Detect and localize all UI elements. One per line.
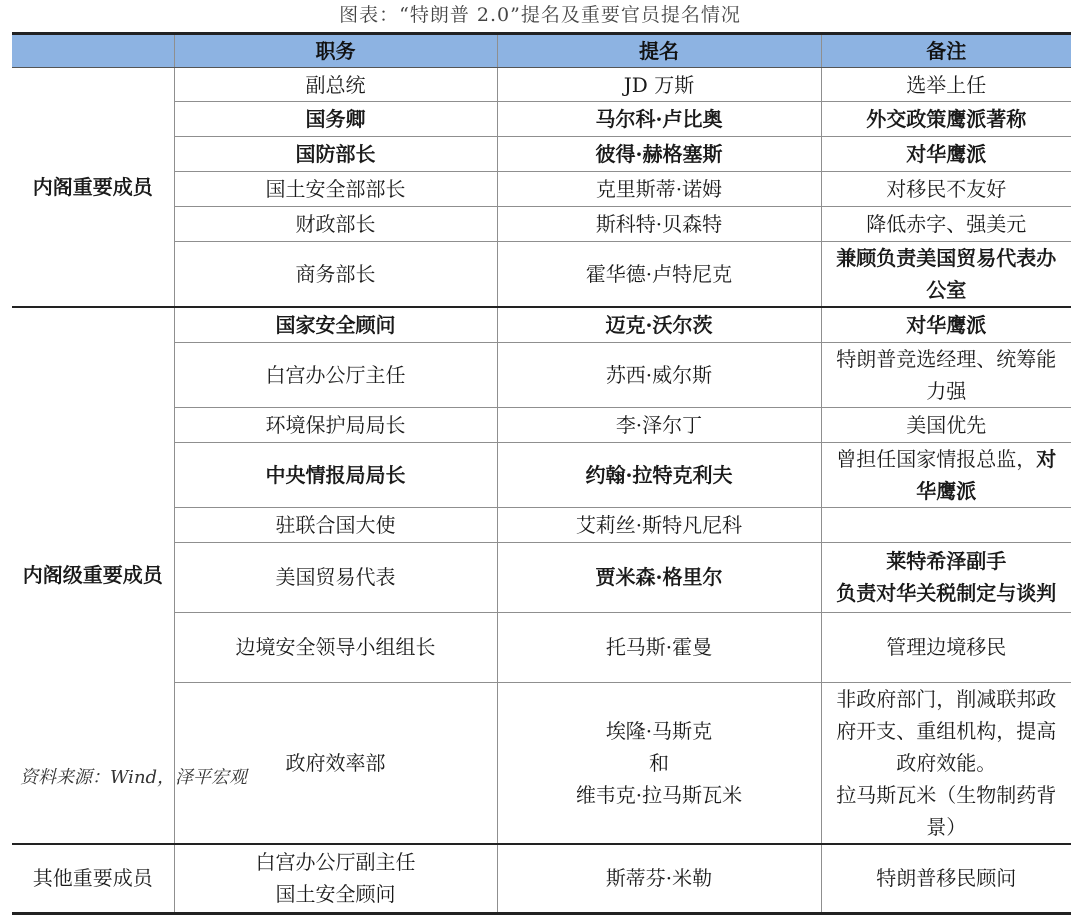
role-cell: 白宫办公厅主任 <box>174 342 497 407</box>
note-cell: 降低赤字、强美元 <box>821 207 1071 242</box>
note-emphasis: 对华鹰派 <box>916 446 1057 503</box>
role-line: 国土安全顾问 <box>275 882 396 907</box>
note-text: 曾担任国家情报总监， <box>836 446 1037 471</box>
role-cell: 国务卿 <box>174 102 497 137</box>
note-cell: 选举上任 <box>821 68 1071 102</box>
nominee-cell: 迈克·沃尔茨 <box>497 307 821 342</box>
note-line: 非政府部门，削减联邦政府开支、重组机构，提高政府效能。 <box>836 686 1057 775</box>
group-other: 其他重要成员 <box>12 844 174 914</box>
nominee-cell: 贾米森·格里尔 <box>497 542 821 612</box>
nominee-cell <box>497 682 821 844</box>
header-role: 职务 <box>174 34 497 68</box>
group-cabinet: 内阁重要成员 <box>12 68 174 308</box>
note-cell <box>821 542 1071 612</box>
note-cell: 管理边境移民 <box>821 612 1071 682</box>
nominee-cell: 托马斯·霍曼 <box>497 612 821 682</box>
nominee-line: 和 <box>649 750 669 775</box>
role-cell: 国土安全部部长 <box>174 172 497 207</box>
table-row <box>12 68 1071 102</box>
nominee-cell: 李·泽尔丁 <box>497 407 821 442</box>
note-cell: 美国优先 <box>821 407 1071 442</box>
nominee-cell: 斯蒂芬·米勒 <box>497 844 821 914</box>
table-header-row <box>12 34 1071 68</box>
role-cell: 国家安全顾问 <box>174 307 497 342</box>
nominee-cell: 约翰·拉特克利夫 <box>497 442 821 507</box>
note-line: 负责对华关税制定与谈判 <box>836 581 1057 605</box>
nominee-cell: 斯科特·贝森特 <box>497 207 821 242</box>
nominee-cell: 艾莉丝·斯特凡尼科 <box>497 507 821 542</box>
note-cell: 对移民不友好 <box>821 172 1071 207</box>
role-cell: 财政部长 <box>174 207 497 242</box>
note-cell <box>821 682 1071 844</box>
table-row <box>12 844 1071 914</box>
nominee-line: 埃隆·马斯克 <box>605 718 713 743</box>
source-note: 资料来源：Wind，泽平宏观 <box>20 767 248 788</box>
note-line: 拉马斯瓦米（生物制药背景） <box>836 782 1057 839</box>
header-nominee: 提名 <box>497 34 821 68</box>
group-label: 内阁级重要成员 <box>22 563 163 588</box>
header-note: 备注 <box>821 34 1071 68</box>
role-cell: 国防部长 <box>174 137 497 172</box>
role-line: 白宫办公厅副主任 <box>255 850 416 875</box>
table-row <box>12 307 1071 342</box>
note-cell <box>821 507 1071 542</box>
table-caption: 图表：“特朗普 2.0”提名及重要官员提名情况 <box>339 4 741 26</box>
note-cell: 特朗普竞选经理、统筹能力强 <box>821 342 1071 407</box>
nominee-cell: 彼得·赫格塞斯 <box>497 137 821 172</box>
nominee-cell: 霍华德·卢特尼克 <box>497 242 821 308</box>
role-cell: 商务部长 <box>174 242 497 308</box>
nominee-cell: 马尔科·卢比奥 <box>497 102 821 137</box>
role-cell: 中央情报局局长 <box>174 442 497 507</box>
role-cell: 边境安全领导小组组长 <box>174 612 497 682</box>
nominee-cell: 苏西·威尔斯 <box>497 342 821 407</box>
role-cell: 驻联合国大使 <box>174 507 497 542</box>
role-cell: 政府效率部 <box>174 682 497 844</box>
role-cell: 副总统 <box>174 68 497 102</box>
note-cell: 对华鹰派 <box>821 137 1071 172</box>
header-group <box>12 34 174 68</box>
note-cell: 对华鹰派 <box>821 307 1071 342</box>
note-cell: 外交政策鹰派著称 <box>821 102 1071 137</box>
nominee-cell: JD 万斯 <box>497 68 821 102</box>
note-line: 莱特希泽副手 <box>886 549 1007 573</box>
note-cell <box>821 442 1071 507</box>
role-cell: 环境保护局局长 <box>174 407 497 442</box>
role-cell: 美国贸易代表 <box>174 542 497 612</box>
nominee-cell: 克里斯蒂·诺姆 <box>497 172 821 207</box>
role-cell <box>174 844 497 914</box>
note-cell: 兼顾负责美国贸易代表办公室 <box>821 242 1071 308</box>
nominee-line: 维韦克·拉马斯瓦米 <box>575 782 743 807</box>
note-cell: 特朗普移民顾问 <box>821 844 1071 914</box>
